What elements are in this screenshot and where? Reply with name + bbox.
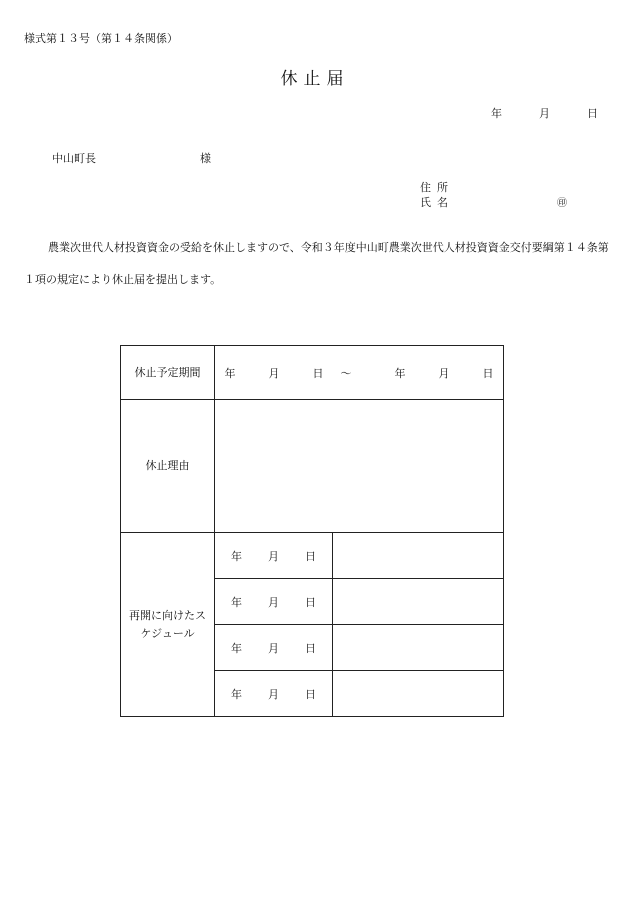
schedule-label — [121, 533, 215, 717]
name-label: 氏名 — [420, 196, 454, 209]
schedule-row — [121, 533, 504, 579]
schedule-month: 月 — [268, 549, 279, 563]
suspension-table — [120, 345, 504, 717]
schedule-day: 日 — [305, 595, 316, 609]
schedule-year: 年 — [231, 549, 242, 563]
schedule-day: 日 — [305, 549, 316, 563]
period-day-end: 日 — [482, 366, 494, 380]
schedule-note[interactable] — [333, 671, 504, 717]
schedule-month: 月 — [268, 641, 279, 655]
schedule-label-text: 再開に向けたスケジュール — [129, 608, 206, 640]
addressee — [52, 150, 211, 166]
period-year-end: 年 — [394, 366, 406, 380]
schedule-year: 年 — [231, 595, 242, 609]
schedule-day: 日 — [305, 687, 316, 701]
schedule-date[interactable] — [215, 671, 333, 717]
period-year-start: 年 — [224, 366, 236, 380]
addressee-honorific: 様 — [200, 152, 211, 165]
reason-row — [121, 400, 504, 533]
period-value[interactable] — [215, 346, 504, 400]
schedule-month: 月 — [268, 687, 279, 701]
period-label: 休止予定期間 — [121, 346, 215, 400]
period-row — [121, 346, 504, 400]
reason-label: 休止理由 — [121, 400, 215, 533]
period-day-start: 日 — [312, 366, 324, 380]
seal-mark: ㊞ — [557, 198, 567, 209]
schedule-date[interactable] — [215, 533, 333, 579]
addressee-name: 中山町長 — [52, 152, 96, 165]
schedule-note[interactable] — [333, 533, 504, 579]
period-month-end: 月 — [438, 366, 450, 380]
date-day: 日 — [587, 107, 598, 120]
address-label: 住所 — [420, 181, 454, 194]
document-title: 休止届 — [280, 69, 350, 89]
schedule-date[interactable] — [215, 625, 333, 671]
period-month-start: 月 — [268, 366, 280, 380]
schedule-day: 日 — [305, 641, 316, 655]
submission-date — [491, 105, 598, 121]
body-text: 農業次世代人材投資資金の受給を休止しますので、令和３年度中山町農業次世代人材投資資金交付要綱第１４条第１項の規定により休止届を提出します。 — [24, 241, 609, 286]
schedule-date[interactable] — [215, 579, 333, 625]
schedule-month: 月 — [268, 595, 279, 609]
reason-field[interactable] — [215, 400, 504, 533]
period-tilde: ～ — [340, 366, 352, 380]
schedule-note[interactable] — [333, 625, 504, 671]
schedule-year: 年 — [231, 687, 242, 701]
date-year: 年 — [491, 107, 502, 120]
schedule-year: 年 — [231, 641, 242, 655]
form-number: 様式第１３号（第１４条関係） — [24, 32, 178, 45]
schedule-note[interactable] — [333, 579, 504, 625]
date-month: 月 — [539, 107, 550, 120]
